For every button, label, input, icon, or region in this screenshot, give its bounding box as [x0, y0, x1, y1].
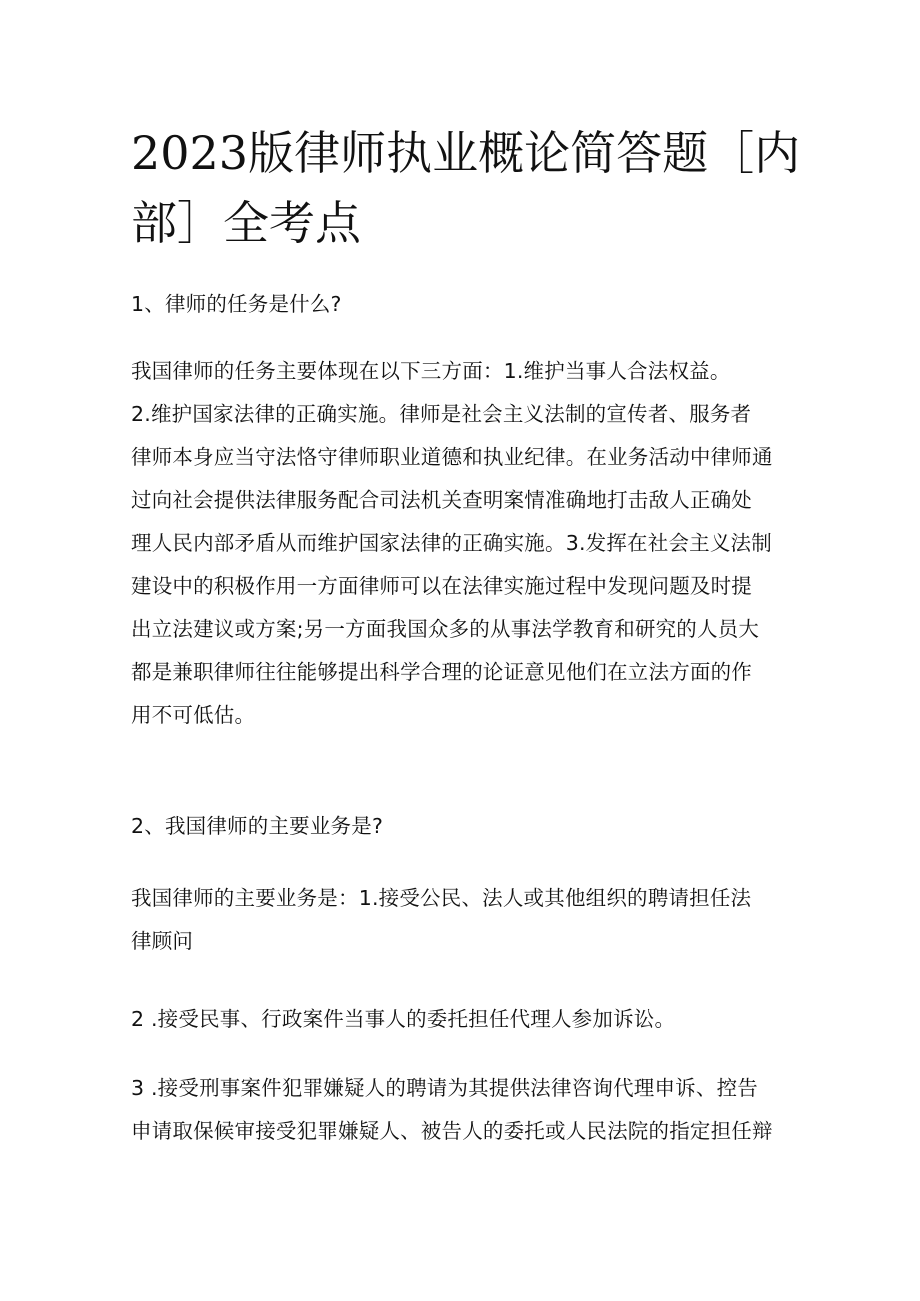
- answer-1-line: 出立法建议或方案;另一方面我国众多的从事法学教育和研究的人员大: [131, 617, 760, 641]
- answer-1-line: 2.维护国家法律的正确实施。律师是社会主义法制的宣传者、服务者: [131, 402, 752, 426]
- answer-1: [131, 350, 796, 737]
- question-1: 1、律师的任务是什么?: [131, 292, 342, 316]
- answer-2-item-3-line: 申请取保候审接受犯罪嫌疑人、被告人的委托或人民法院的指定担任辩: [131, 1119, 773, 1143]
- answer-2-item-3-line: 3 .接受刑事案件犯罪嫌疑人的聘请为其提供法律咨询代理申诉、控告: [131, 1076, 758, 1100]
- title-line-1: 2023版律师执业概论简答题［内: [131, 126, 801, 180]
- answer-2-line: 律顾问: [131, 929, 194, 953]
- answer-2-item-2: 2 .接受民事、行政案件当事人的委托担任代理人参加诉讼。: [131, 1007, 676, 1031]
- title-line-2: 部］全考点: [131, 196, 361, 250]
- answer-1-line: 用不可低估。: [131, 703, 256, 727]
- answer-1-line: 理人民内部矛盾从而维护国家法律的正确实施。3.发挥在社会主义法制: [131, 531, 772, 555]
- answer-2: [131, 877, 796, 963]
- answer-1-line: 律师本身应当守法恪守律师职业道德和执业纪律。在业务活动中律师通: [131, 445, 773, 469]
- question-2: 2、我国律师的主要业务是?: [131, 814, 384, 838]
- answer-1-line: 过向社会提供法律服务配合司法机关查明案情准确地打击敌人正确处: [131, 488, 752, 512]
- document-title: [131, 118, 801, 258]
- answer-2-item-3: [131, 1067, 796, 1153]
- answer-2-line: 我国律师的主要业务是：1.接受公民、法人或其他组织的聘请担任法: [131, 886, 752, 910]
- answer-1-line: 我国律师的任务主要体现在以下三方面：1.维护当事人合法权益。: [131, 359, 731, 383]
- answer-1-line: 都是兼职律师往往能够提出科学合理的论证意见他们在立法方面的作: [131, 660, 752, 684]
- answer-1-line: 建设中的积极作用一方面律师可以在法律实施过程中发现问题及时提: [131, 574, 752, 598]
